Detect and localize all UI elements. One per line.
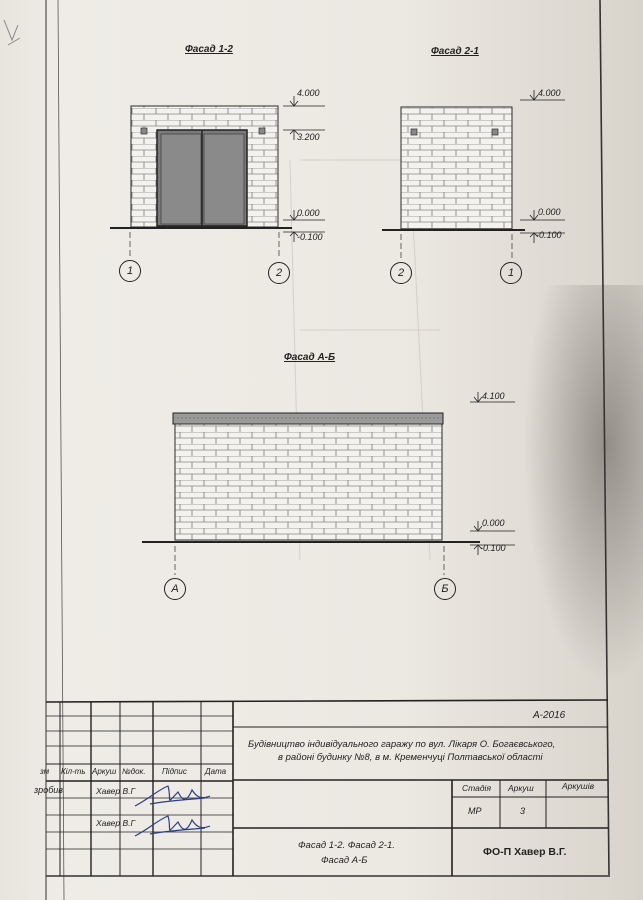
project-name-line2: в районі будинку №8, в м. Кременчуці Полтавської області xyxy=(278,752,543,763)
col-header-date: Дата xyxy=(205,767,227,776)
facade-1-2-title: Фасад 1-2 xyxy=(185,44,233,55)
signature-1 xyxy=(135,786,210,806)
facade-a-b-level-zero: 0.000 xyxy=(482,518,505,528)
facade-a-b-drawing xyxy=(142,392,515,575)
facade-1-2-level-top: 4.000 xyxy=(297,88,320,98)
facade-a-b-level-top: 4.100 xyxy=(482,391,505,401)
pencil-mark xyxy=(4,20,20,45)
facade-2-1-axis-left: 2 xyxy=(390,262,412,284)
facade-2-1-level-top: 4.000 xyxy=(538,88,561,98)
sheets-header: Аркушів xyxy=(562,781,595,791)
project-code: А-2016 xyxy=(533,710,566,721)
facade-a-b-level-ground: -0.100 xyxy=(480,543,506,553)
facade-a-b-axis-left: А xyxy=(164,578,186,600)
col-header-sheet: Аркуш xyxy=(92,767,117,776)
sheet-inner-line xyxy=(58,0,64,900)
facade-2-1-level-ground: -0.100 xyxy=(536,230,562,240)
sheet-header: Аркуш xyxy=(508,783,534,793)
project-name-line1: Будівництво індивідуального гаражу по вул. Лікаря О. Богаєвського, xyxy=(248,739,556,750)
row2-name: Хавер В.Г xyxy=(96,818,136,828)
facade-1-2-axis-right: 2 xyxy=(268,262,290,284)
facade-1-2-level-zero: 0.000 xyxy=(297,208,320,218)
col-header-qty: Кіл-ть xyxy=(61,767,86,776)
drawing-title-line1: Фасад 1-2. Фасад 2-1. xyxy=(298,840,395,851)
facade-2-1-level-zero: 0.000 xyxy=(538,207,561,217)
facade-1-2-drawing xyxy=(110,96,325,258)
facade-a-b-title: Фасад А-Б xyxy=(284,352,336,363)
sheet-value: 3 xyxy=(520,806,526,816)
col-header-signature: Підпис xyxy=(162,767,187,776)
drawing-title-line2: Фасад А-Б xyxy=(321,855,368,866)
sheet-right-border xyxy=(600,0,609,875)
organization: ФО-П Хавер В.Г. xyxy=(483,846,567,858)
signature-2 xyxy=(135,816,210,836)
row1-name: Хавер В.Г xyxy=(96,786,136,796)
row1-role: зробив xyxy=(34,785,63,795)
col-header-change: зм xyxy=(40,767,50,776)
facade-2-1-axis-right: 1 xyxy=(500,262,522,284)
facade-2-1-title: Фасад 2-1 xyxy=(431,46,479,57)
col-header-doc: №док. xyxy=(122,767,146,776)
facade-a-b-axis-right: Б xyxy=(434,578,456,600)
stage-value: МР xyxy=(468,806,482,816)
facade-1-2-level-ground: -0.100 xyxy=(297,232,323,242)
facade-1-2-axis-left: 1 xyxy=(119,260,141,282)
stage-header: Стадія xyxy=(462,783,491,793)
facade-1-2-level-door: 3.200 xyxy=(297,132,320,142)
